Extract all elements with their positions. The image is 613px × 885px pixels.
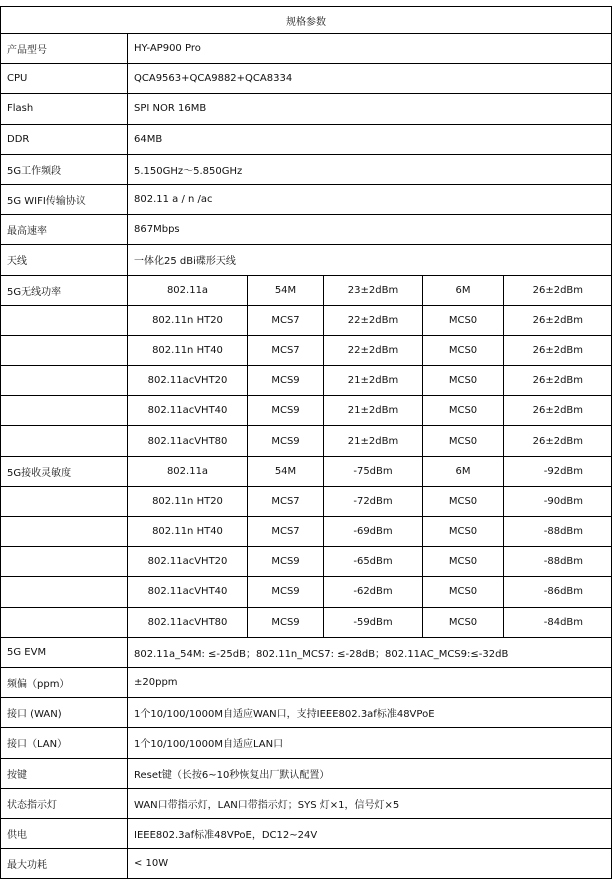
table-row bbox=[1, 728, 612, 758]
rate-low-cell: MCS0 bbox=[423, 366, 504, 396]
mode-cell: 802.11acVHT40 bbox=[128, 577, 248, 607]
rate-low-cell: MCS0 bbox=[423, 547, 504, 577]
rate-high-cell: 54M bbox=[248, 456, 324, 486]
rate-high-cell: MCS7 bbox=[248, 486, 324, 516]
rate-high-cell: MCS7 bbox=[248, 305, 324, 335]
row-value: HY-AP900 Pro bbox=[128, 34, 612, 64]
row-label: CPU bbox=[1, 64, 128, 94]
row-value: 一体化25 dBi碟形天线 bbox=[128, 245, 612, 275]
value-low-cell: -90dBm bbox=[504, 486, 612, 516]
rate-low-cell: MCS0 bbox=[423, 426, 504, 456]
group-label: 5G无线功率 bbox=[1, 275, 128, 305]
row-value: < 10W bbox=[128, 849, 612, 879]
rate-low-cell: MCS0 bbox=[423, 335, 504, 365]
row-value: 5.150GHz～5.850GHz bbox=[128, 154, 612, 184]
mode-cell: 802.11acVHT80 bbox=[128, 426, 248, 456]
value-low-cell: 26±2dBm bbox=[504, 305, 612, 335]
rate-low-cell: MCS0 bbox=[423, 305, 504, 335]
row-label: 产品型号 bbox=[1, 34, 128, 64]
rate-low-cell: MCS0 bbox=[423, 486, 504, 516]
row-label: 状态指示灯 bbox=[1, 788, 128, 818]
table-row bbox=[1, 667, 612, 697]
row-value: 867Mbps bbox=[128, 215, 612, 245]
group-label-empty bbox=[1, 305, 128, 335]
table-row bbox=[1, 34, 612, 64]
rate-high-cell: MCS9 bbox=[248, 577, 324, 607]
value-high-cell: -65dBm bbox=[324, 547, 423, 577]
table-title-row bbox=[1, 7, 612, 34]
table-row bbox=[1, 456, 612, 486]
row-label: DDR bbox=[1, 124, 128, 154]
table-row bbox=[1, 366, 612, 396]
row-value: IEEE802.3af标准48VPoE，DC12~24V bbox=[128, 818, 612, 848]
table-row bbox=[1, 335, 612, 365]
row-label: Flash bbox=[1, 94, 128, 124]
value-high-cell: 22±2dBm bbox=[324, 335, 423, 365]
table-row bbox=[1, 396, 612, 426]
value-high-cell: 21±2dBm bbox=[324, 426, 423, 456]
table-row bbox=[1, 577, 612, 607]
row-label: 接口 (WAN) bbox=[1, 698, 128, 728]
table-row bbox=[1, 788, 612, 818]
spec-table-body bbox=[1, 7, 612, 879]
mode-cell: 802.11acVHT20 bbox=[128, 366, 248, 396]
value-low-cell: 26±2dBm bbox=[504, 396, 612, 426]
group-label-empty bbox=[1, 517, 128, 547]
row-value: ±20ppm bbox=[128, 667, 612, 697]
rate-low-cell: MCS0 bbox=[423, 607, 504, 637]
value-low-cell: 26±2dBm bbox=[504, 366, 612, 396]
table-row bbox=[1, 818, 612, 848]
table-row bbox=[1, 245, 612, 275]
table-row bbox=[1, 305, 612, 335]
mode-cell: 802.11n HT40 bbox=[128, 335, 248, 365]
row-label: 天线 bbox=[1, 245, 128, 275]
table-row bbox=[1, 849, 612, 879]
table-row bbox=[1, 698, 612, 728]
row-label: 5G工作频段 bbox=[1, 154, 128, 184]
mode-cell: 802.11acVHT40 bbox=[128, 396, 248, 426]
group-label-empty bbox=[1, 396, 128, 426]
rate-high-cell: 54M bbox=[248, 275, 324, 305]
row-label: 按键 bbox=[1, 758, 128, 788]
value-high-cell: -75dBm bbox=[324, 456, 423, 486]
table-row bbox=[1, 275, 612, 305]
row-label: 最高速率 bbox=[1, 215, 128, 245]
rate-low-cell: MCS0 bbox=[423, 396, 504, 426]
mode-cell: 802.11acVHT80 bbox=[128, 607, 248, 637]
table-row bbox=[1, 64, 612, 94]
table-row bbox=[1, 215, 612, 245]
row-value: 1个10/100/1000M自适应WAN口，支持IEEE802.3af标准48VPoE bbox=[128, 698, 612, 728]
rate-low-cell: MCS0 bbox=[423, 517, 504, 547]
mode-cell: 802.11n HT20 bbox=[128, 305, 248, 335]
rate-low-cell: 6M bbox=[423, 456, 504, 486]
row-label: 5G WIFI传输协议 bbox=[1, 184, 128, 214]
value-low-cell: 26±2dBm bbox=[504, 275, 612, 305]
value-high-cell: -72dBm bbox=[324, 486, 423, 516]
rate-high-cell: MCS9 bbox=[248, 607, 324, 637]
row-label: 接口（LAN） bbox=[1, 728, 128, 758]
row-value: 1个10/100/1000M自适应LAN口 bbox=[128, 728, 612, 758]
group-label-empty bbox=[1, 486, 128, 516]
table-title: 规格参数 bbox=[1, 7, 612, 34]
group-label: 5G接收灵敏度 bbox=[1, 456, 128, 486]
rate-high-cell: MCS7 bbox=[248, 335, 324, 365]
table-row bbox=[1, 607, 612, 637]
table-row bbox=[1, 426, 612, 456]
row-value: SPI NOR 16MB bbox=[128, 94, 612, 124]
value-low-cell: -92dBm bbox=[504, 456, 612, 486]
table-row bbox=[1, 517, 612, 547]
value-high-cell: 22±2dBm bbox=[324, 305, 423, 335]
value-high-cell: -69dBm bbox=[324, 517, 423, 547]
group-label-empty bbox=[1, 577, 128, 607]
mode-cell: 802.11a bbox=[128, 456, 248, 486]
row-label: 5G EVM bbox=[1, 637, 128, 667]
rate-high-cell: MCS9 bbox=[248, 396, 324, 426]
value-high-cell: -59dBm bbox=[324, 607, 423, 637]
rate-high-cell: MCS7 bbox=[248, 517, 324, 547]
value-low-cell: -88dBm bbox=[504, 547, 612, 577]
table-row bbox=[1, 486, 612, 516]
mode-cell: 802.11n HT20 bbox=[128, 486, 248, 516]
mode-cell: 802.11a bbox=[128, 275, 248, 305]
table-row bbox=[1, 184, 612, 214]
value-high-cell: 21±2dBm bbox=[324, 396, 423, 426]
rate-low-cell: MCS0 bbox=[423, 577, 504, 607]
table-row bbox=[1, 124, 612, 154]
group-label-empty bbox=[1, 335, 128, 365]
group-label-empty bbox=[1, 547, 128, 577]
value-low-cell: -88dBm bbox=[504, 517, 612, 547]
group-label-empty bbox=[1, 607, 128, 637]
row-label: 最大功耗 bbox=[1, 849, 128, 879]
row-value: WAN口带指示灯，LAN口带指示灯；SYS 灯×1，信号灯×5 bbox=[128, 788, 612, 818]
row-value: 802.11 a / n /ac bbox=[128, 184, 612, 214]
row-value: 802.11a_54M: ≤-25dB；802.11n_MCS7: ≤-28dB；802.11AC_MCS9:≤-32dB bbox=[128, 637, 612, 667]
value-high-cell: 23±2dBm bbox=[324, 275, 423, 305]
value-low-cell: -86dBm bbox=[504, 577, 612, 607]
value-low-cell: 26±2dBm bbox=[504, 426, 612, 456]
row-value: QCA9563+QCA9882+QCA8334 bbox=[128, 64, 612, 94]
mode-cell: 802.11n HT40 bbox=[128, 517, 248, 547]
rate-low-cell: 6M bbox=[423, 275, 504, 305]
row-value: 64MB bbox=[128, 124, 612, 154]
value-low-cell: 26±2dBm bbox=[504, 335, 612, 365]
spec-table bbox=[0, 6, 612, 879]
mode-cell: 802.11acVHT20 bbox=[128, 547, 248, 577]
table-row bbox=[1, 637, 612, 667]
group-label-empty bbox=[1, 366, 128, 396]
table-row bbox=[1, 758, 612, 788]
value-low-cell: -84dBm bbox=[504, 607, 612, 637]
row-label: 频偏（ppm） bbox=[1, 667, 128, 697]
rate-high-cell: MCS9 bbox=[248, 426, 324, 456]
value-high-cell: 21±2dBm bbox=[324, 366, 423, 396]
table-row bbox=[1, 547, 612, 577]
row-value: Reset键（长按6~10秒恢复出厂默认配置） bbox=[128, 758, 612, 788]
rate-high-cell: MCS9 bbox=[248, 547, 324, 577]
row-label: 供电 bbox=[1, 818, 128, 848]
group-label-empty bbox=[1, 426, 128, 456]
table-row bbox=[1, 154, 612, 184]
rate-high-cell: MCS9 bbox=[248, 366, 324, 396]
table-row bbox=[1, 94, 612, 124]
value-high-cell: -62dBm bbox=[324, 577, 423, 607]
